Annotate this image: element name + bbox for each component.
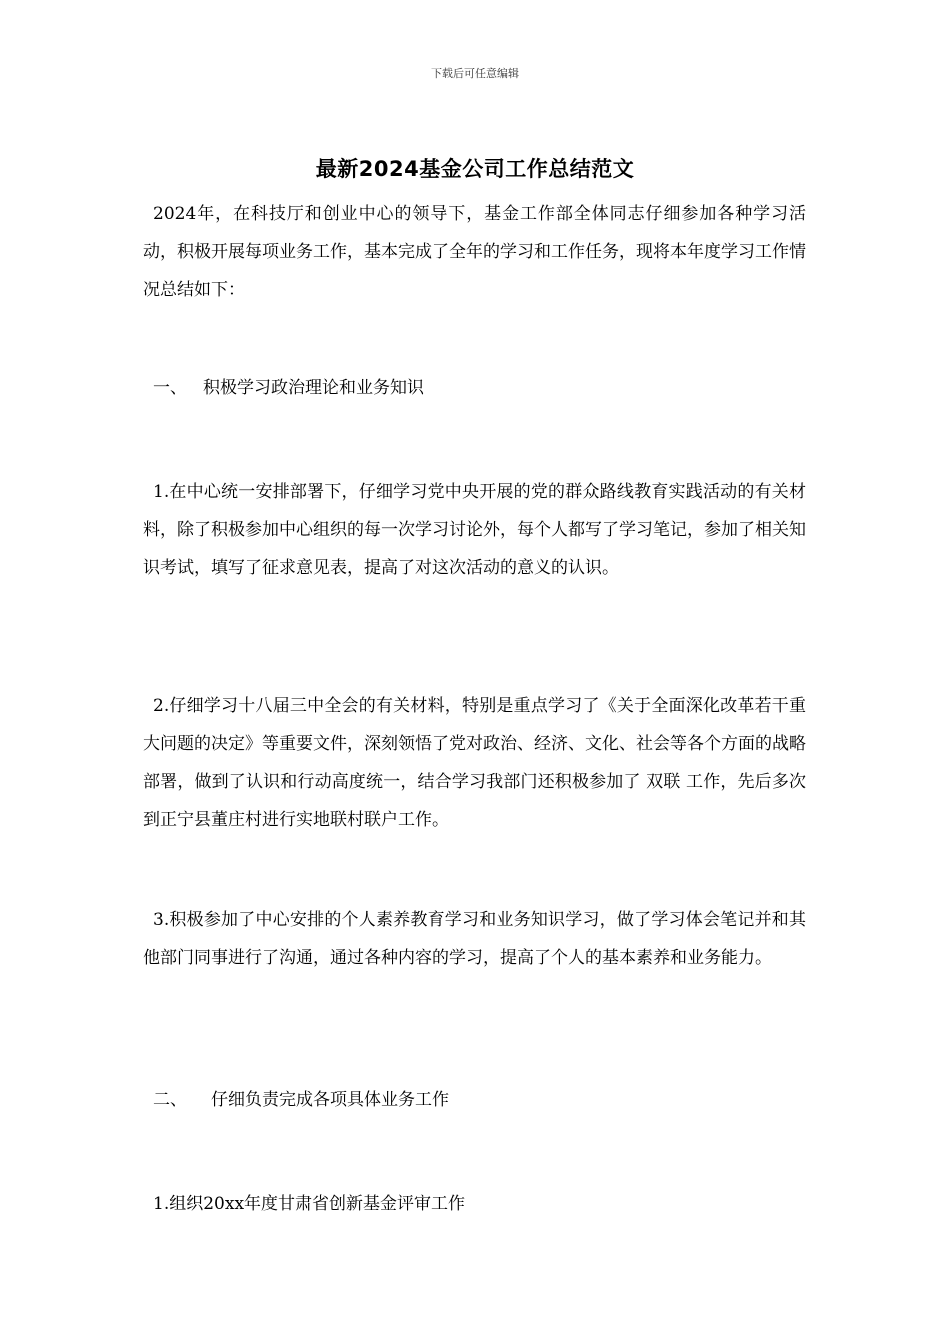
section-1-number: 一、: [153, 378, 187, 398]
document-title: 最新2024基金公司工作总结范文: [315, 157, 635, 181]
section-2-item-1: 1.组织20xx年度甘肃省创新基金评审工作: [153, 1194, 466, 1214]
page-header-note: 下载后可任意编辑: [431, 67, 519, 80]
section-2-heading: [143, 1081, 806, 1119]
section-1-item-3: 3.积极参加了中心安排的个人素养教育学习和业务知识学习，做了学习体会笔记并和其他部门同事进行了沟通，通过各种内容的学习，提高了个人的基本素养和业务能力。: [143, 910, 806, 968]
section-1-item-1: 1.在中心统一安排部署下，仔细学习党中央开展的党的群众路线教育实践活动的有关材料，除了积极参加中心组织的每一次学习讨论外，每个人都写了学习笔记，参加了相关知识考试，填写了征求意见表，提高了对这次活动的意义的认识。: [143, 482, 806, 578]
section-1-heading: [143, 369, 806, 407]
section-1-item-2: 2.仔细学习十八届三中全会的有关材料，特别是重点学习了《关于全面深化改革若干重大问题的决定》等重要文件，深刻领悟了党对政治、经济、文化、社会等各个方面的战略部署，做到了认识和行动高度统一，结合学习我部门还积极参加了 双联 工作，先后多次到正宁县董庄村进行实地联村联户工作。: [143, 696, 806, 830]
section-2-number: 二、: [153, 1090, 187, 1110]
intro-paragraph: 2024年，在科技厅和创业中心的领导下，基金工作部全体同志仔细参加各种学习活动，积极开展每项业务工作，基本完成了全年的学习和工作任务，现将本年度学习工作情况总结如下：: [143, 204, 806, 300]
section-2-title: 仔细负责完成各项具体业务工作: [211, 1090, 449, 1110]
section-1-title: 积极学习政治理论和业务知识: [203, 378, 424, 398]
